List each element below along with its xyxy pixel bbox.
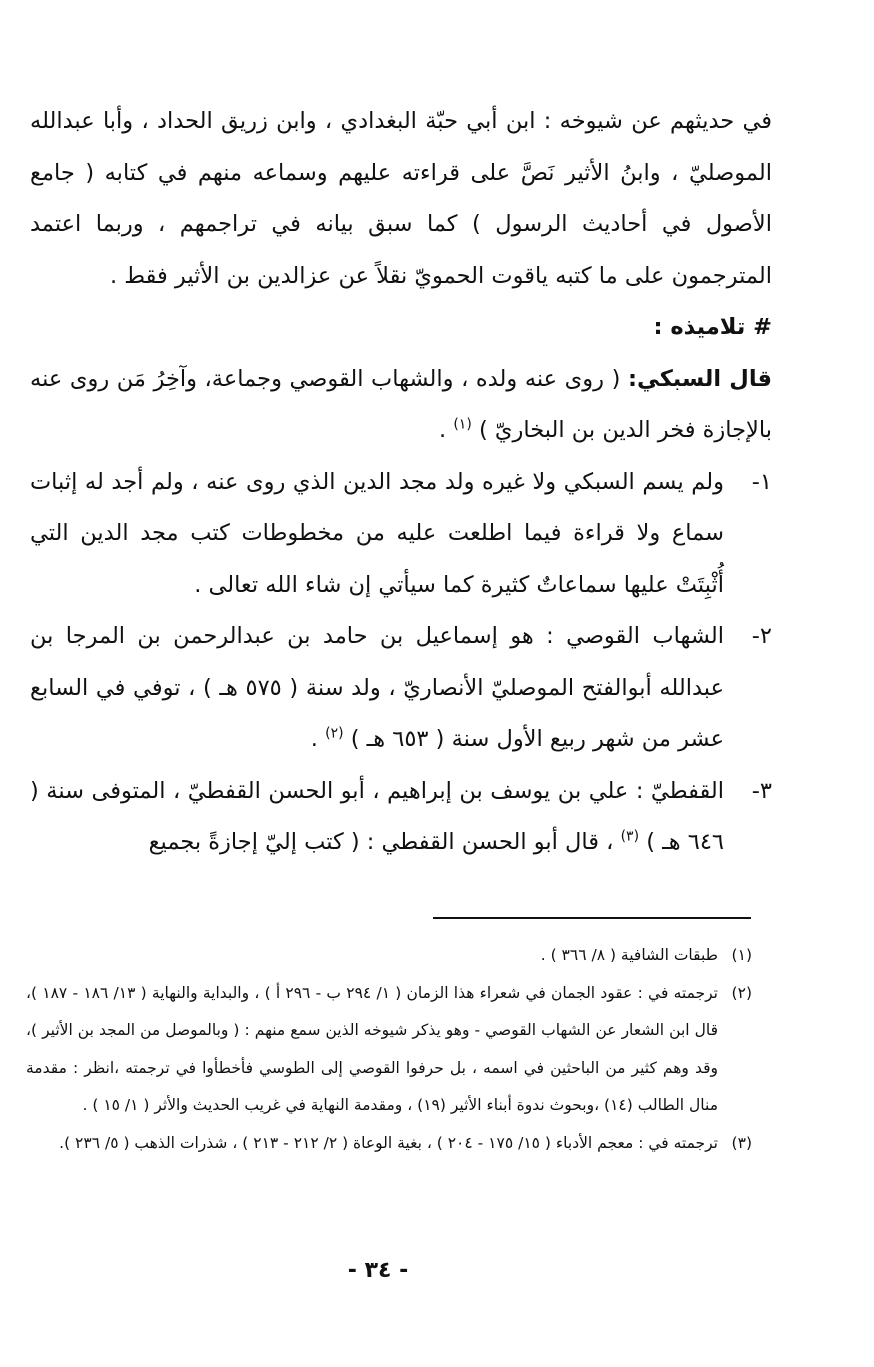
footnote-1 [26, 937, 752, 975]
footnote-2 [26, 975, 752, 1125]
footnote-number: (١) [731, 946, 752, 964]
list-item-text: ولم يسم السبكي ولا غيره ولد مجد الدين الذي روى عنه ، ولم أجد له إثبات سماع ولا قراءة فيما اطلعت عليه من مخطوطات كتب مجد الدين التي أُثْبِتَتْ عليها سماعاتٌ كثيرة كما سيأتي إن شاء الله تعالى . [30, 468, 724, 598]
paragraph-shuyukh: في حديثهم عن شيوخه : ابن أبي حبّة البغدادي ، وابن زريق الحداد ، وأبا عبدالله الموصليّ ، وابنُ الأثير نَصَّ على قراءته عليهم وسماعه منهم في كتابه ( جامع الأصول في أحاديث الرسول ) كما سبق بيانه في تراجمهم ، وربما اعتمد المترجمون على ما كتبه ياقوت الحمويّ نقلاً عن عزالدين بن الأثير فقط . [30, 108, 772, 289]
list-item-number: ٣- [751, 777, 772, 804]
page-number: - ٣٤ - [347, 1258, 409, 1283]
footnote-number: (٢) [731, 983, 752, 1002]
list-item-text: الشهاب القوصي : هو إسماعيل بن حامد بن عبدالرحمن بن المرجا بن عبدالله أبوالفتح الموصليّ الأنصاريّ ، ولد سنة ( ٥٧٥ هـ ) ، توفي في السابع عشر من شهر ربيع الأول سنة ( ٦٥٣ هـ ) [30, 623, 724, 752]
footnote-separator [433, 917, 751, 919]
section-heading-students: # تلاميذه : [653, 314, 772, 340]
quote-subki [30, 354, 772, 457]
footnote-text: ترجمته في : معجم الأدباء ( ١٥/ ١٧٥ - ٢٠٤ ) ، بغية الوعاة ( ٢/ ٢١٢ - ٢١٣ ) ، شذرات الذهب ( ٥/ ٢٣٦ ). [59, 1133, 718, 1152]
footnote-number: (٣) [731, 1133, 752, 1152]
list-item-3 [30, 766, 772, 869]
quote-end: . [439, 417, 447, 443]
list-item-number: ١- [751, 468, 772, 495]
list-item-end: . [310, 726, 318, 752]
footnote-ref-2: (٢) [325, 725, 344, 742]
footnote-ref-3: (٣) [620, 828, 640, 845]
main-text [30, 96, 772, 869]
quote-text: ( روى عنه ولده ، والشهاب القوصي وجماعة، وآخِرُ مَن روى عنه بالإجازة فخر الدين بن البخاريّ ) [30, 365, 772, 443]
footnote-text: ترجمته في : عقود الجمان في شعراء هذا الزمان ( ١/ ٢٩٤ ب - ٢٩٦ أ ) ، والبداية والنهاية ( ١٣/ ١٨٦ - ١٨٧ )، قال ابن الشعار عن الشهاب القوصي - وهو يذكر شيوخه الذين سمع منهم : ( وبالموصل من المجد بن الأثير )، وقد وهم كثير من الباحثين في اسمه ، بل حرفوا القوصي إلى الطوسي فأخطأوا في ترجمته ،انظر : مقدمة منال الطالب (١٤) ،وبحوث ندوة أبناء الأثير (١٩) ، ومقدمة النهاية في غريب الحديث والأثر ( ١/ ١٥ ) . [26, 983, 718, 1115]
list-item-2 [30, 611, 772, 766]
footnote-text: طبقات الشافية ( ٨/ ٣٦٦ ) . [540, 946, 718, 964]
list-item-text-continued: ، قال أبو الحسن القفطي : ( كتب إليّ إجازةً بجميع [148, 829, 614, 855]
list-item-text: القفطيّ : علي بن يوسف بن إبراهيم ، أبو الحسن القفطيّ ، المتوفى سنة ( ٦٤٦ هـ ) [30, 777, 724, 855]
footnotes [26, 937, 752, 1163]
footnote-3 [26, 1125, 752, 1163]
footnote-ref-1: (١) [453, 416, 472, 433]
list-item-number: ٢- [751, 623, 772, 649]
quote-lead: قال السبكي: [627, 365, 773, 392]
list-item-1 [30, 457, 772, 612]
